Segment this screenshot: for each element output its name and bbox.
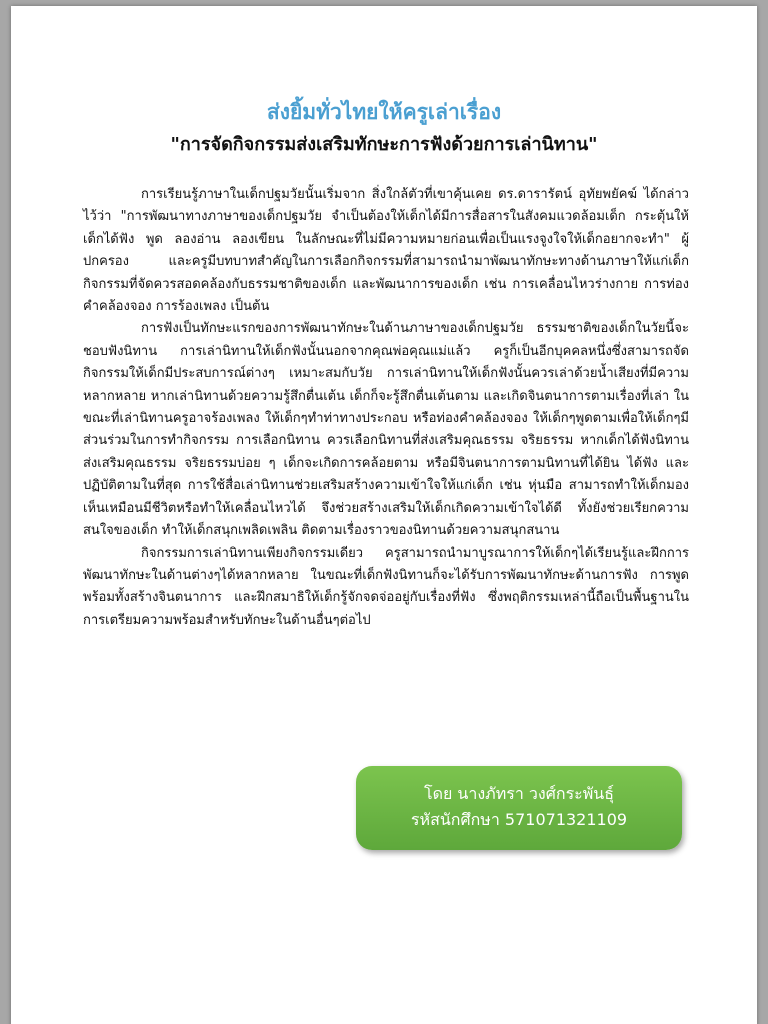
paragraph-2: การฟังเป็นทักษะแรกของการพัฒนาทักษะในด้านภาษาของเด็กปฐมวัย ธรรมชาติของเด็กในวัยนี้จะชอบฟังนิทาน การเล่านิทานให้เด็กฟังนั้นนอกจากคุณพ่อคุณแม่แล้ว ครูก็เป็นอีกบุคคลหนึ่งซึ่งสามารถจัดกิจกรรมให้เด็กมีประสบการณ์ต่างๆ เหมาะสมกับวัย การเล่านิทานให้เด็กฟังนั้นควรเล่าด้วยน้ำเสียงที่มีความหลากหลาย หากเล่านิทานด้วยความรู้สึกตื่นเต้น เด็กก็จะรู้สึกตื่นเต้นตาม และเกิดจินตนาการตามเรื่องที่เล่า ในขณะที่เล่านิทานครูอาจร้องเพลง ให้เด็กๆทำท่าทางประกอบ หรือท่องคำคล้องจอง ให้เด็กๆพูดตามเพื่อให้เด็กๆมีส่วนร่วมในการทำกิจกรรม การเลือกนิทาน ควรเลือกนิทานที่ส่งเสริมคุณธรรม จริยธรรม หากเด็กได้ฟังนิทานส่งเสริมคุณธรรม จริยธรรมบ่อย ๆ เด็กจะเกิดการคล้อยตาม หรือมีจินตนาการตามนิทานที่ได้ยิน ได้ฟัง และปฏิบัติตามในที่สุด การใช้สื่อเล่านิทานช่วยเสริมสร้างความเข้าใจให้แก่เด็ก เช่น หุ่นมือ สามารถทำให้เด็กมองเห็นเหมือนมีชีวิตหรือทำให้เคลื่อนไหวได้ จึงช่วยสร้างเสริมให้เด็กเกิดความเข้าใจได้ดี ทั้งยังช่วยเรียกความสนใจของเด็ก ทำให้เด็กสนุกเพลิดเพลิน ติดตามเรื่องราวของนิทานด้วยความสนุกสนาน [83, 321, 689, 539]
student-id: รหัสนักศึกษา 571071321109 [410, 810, 628, 829]
author-name: โดย นางภัทรา วงศ์กระพันธุ์ [423, 784, 614, 803]
paragraph-1: การเรียนรู้ภาษาในเด็กปฐมวัยนั้นเริ่มจาก สิ่งใกล้ตัวที่เขาคุ้นเคย ดร.ดารารัตน์ อุทัยพยัคฆ์ ได้กล่าวไว้ว่า "การพัฒนาทางภาษาของเด็กปฐมวัย จำเป็นต้องให้เด็กได้มีการสื่อสารในสังคมแวดล้อมเด็ก กระตุ้นให้เด็กได้ฟัง พูด ลองอ่าน ลองเขียน ในลักษณะที่ไม่มีความหมายก่อนเพื่อเป็นแรงจูงใจให้เด็กอยากจะทำ" ผู้ปกครอง และครูมีบทบาทสำคัญในการเลือกกิจกรรมที่สามารถนำมาพัฒนาทักษะทางด้านภาษาให้แก่เด็ก กิจกรรมที่จัดควรสอดคล้องกับธรรมชาติของเด็ก และพัฒนาการของเด็ก เช่น การเคลื่อนไหวร่างกาย การท่องคำคล้องจอง การร้องเพลง เป็นต้น [83, 187, 689, 315]
document-subtitle: "การจัดกิจกรรมส่งเสริมทักษะการฟังด้วยการเล่านิทาน" [170, 134, 598, 155]
document-page [11, 6, 757, 1024]
paragraph-3: กิจกรรมการเล่านิทานเพียงกิจกรรมเดียว ครูสามารถนำมาบูรณาการให้เด็กๆได้เรียนรู้และฝึกการพัฒนาทักษะในด้านต่างๆได้หลากหลาย ในขณะที่เด็กฟังนิทานก็จะได้รับการพัฒนาทักษะด้านการฟัง การพูด พร้อมทั้งสร้างจินตนาการ และฝึกสมาธิให้เด็กรู้จักจดจ่ออยู่กับเรื่องที่ฟัง ซึ่งพฤติกรรมเหล่านี้ถือเป็นพื้นฐานในการเตรียมความพร้อมสำหรับทักษะในด้านอื่นๆต่อไป [83, 545, 689, 628]
document-title: ส่งยิ้มทั่วไทยให้ครูเล่าเรื่อง [266, 100, 502, 124]
document-body [83, 184, 689, 632]
author-credit-box [356, 766, 682, 850]
